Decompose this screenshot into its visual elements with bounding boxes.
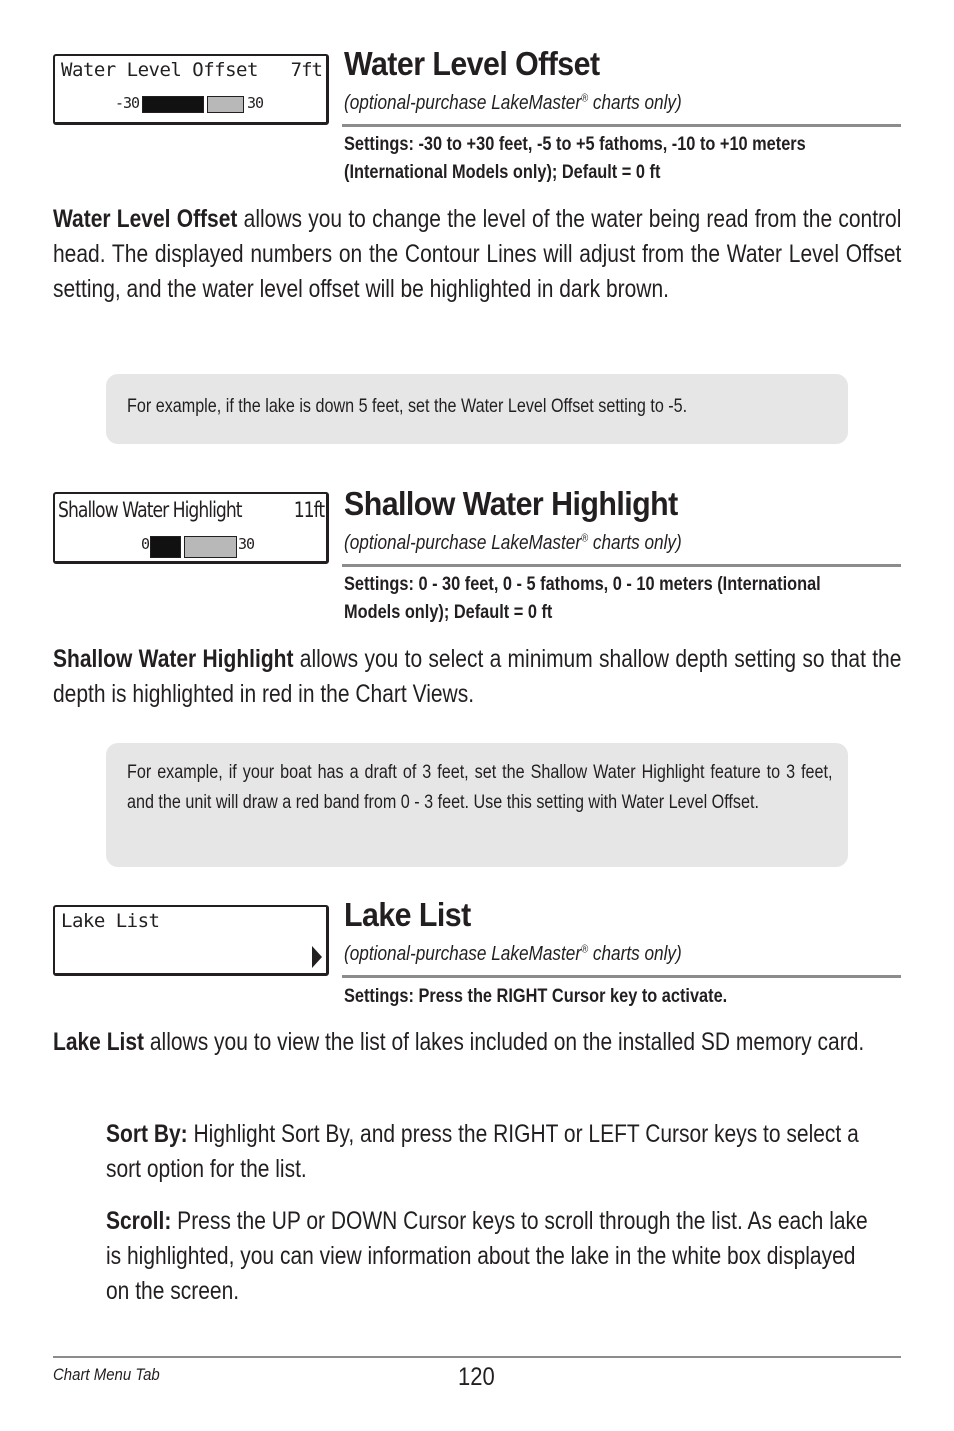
section-subtitle: (optional-purchase LakeMaster® charts only) bbox=[344, 92, 682, 114]
right-arrow-icon[interactable] bbox=[311, 945, 323, 969]
slider-min-label: 0 bbox=[141, 535, 150, 553]
slider-fill bbox=[151, 537, 182, 557]
water-level-slider[interactable] bbox=[142, 96, 244, 113]
menu-title: Lake List bbox=[61, 910, 160, 932]
menu-value: 7ft bbox=[290, 59, 322, 81]
section-rule bbox=[342, 124, 901, 127]
menu-value: 11ft bbox=[293, 498, 324, 522]
section-title: Water Level Offset bbox=[344, 45, 600, 82]
section-rule bbox=[342, 975, 901, 978]
description-paragraph: Lake List allows you to view the list of lakes included on the installed SD memory card. bbox=[53, 1028, 865, 1056]
slider-thumb[interactable] bbox=[180, 536, 185, 558]
section-rule bbox=[342, 564, 901, 567]
menu-title: Shallow Water Highlight bbox=[58, 498, 242, 522]
settings-text: Settings: -30 to +30 feet, -5 to +5 fathoms, -10 to +10 meters (International Models only); Default = 0 ft bbox=[344, 134, 806, 183]
note-text: For example, if the lake is down 5 feet, set the Water Level Offset setting to -5. bbox=[127, 396, 688, 417]
slider-fill bbox=[143, 97, 205, 112]
shallow-water-highlight-menu[interactable] bbox=[53, 492, 329, 564]
shallow-water-slider[interactable] bbox=[150, 536, 237, 558]
section-subtitle: (optional-purchase LakeMaster® charts only) bbox=[344, 532, 682, 554]
slider-min-label: -30 bbox=[115, 94, 140, 112]
page-number: 120 bbox=[458, 1363, 495, 1391]
footer-section-name: Chart Menu Tab bbox=[53, 1365, 160, 1384]
settings-text: Settings: 0 - 30 feet, 0 - 5 fathoms, 0 - 10 meters (International Models only); Default = 0 ft bbox=[344, 574, 821, 623]
note-text: For example, if your boat has a draft of 3 feet, set the Shallow Water Highlight feature to 3 feet, and the unit will draw a red band from 0 - 3 feet. Use this setting with Water Level Offset. bbox=[127, 762, 833, 813]
description-paragraph: Shallow Water Highlight allows you to select a minimum shallow depth setting so that the depth is highlighted in red in the Chart Views. bbox=[53, 645, 902, 708]
slider-max-label: 30 bbox=[247, 94, 264, 112]
slider-thumb[interactable] bbox=[203, 96, 208, 113]
footer-rule bbox=[53, 1356, 901, 1358]
menu-title: Water Level Offset bbox=[61, 59, 258, 81]
section-title: Lake List bbox=[344, 896, 471, 933]
slider-max-label: 30 bbox=[238, 535, 255, 553]
example-note bbox=[106, 374, 848, 444]
scroll-item: Scroll: Press the UP or DOWN Cursor keys to scroll through the list. As each lake is highlighted, you can view information about the lake in the white box displayed on the screen. bbox=[106, 1207, 868, 1305]
lake-list-menu[interactable] bbox=[53, 905, 329, 976]
section-subtitle: (optional-purchase LakeMaster® charts only) bbox=[344, 943, 682, 965]
description-paragraph: Water Level Offset allows you to change the level of the water being read from the control head. The displayed numbers on the Contour Lines will adjust from the Water Level Offset setting, and the water level offset will be highlighted in dark brown. bbox=[53, 205, 902, 303]
settings-text: Settings: Press the RIGHT Cursor key to activate. bbox=[344, 986, 728, 1007]
section-title: Shallow Water Highlight bbox=[344, 485, 678, 522]
water-level-offset-menu[interactable] bbox=[53, 54, 329, 125]
sort-by-item: Sort By: Highlight Sort By, and press the RIGHT or LEFT Cursor keys to select a sort option for the list. bbox=[106, 1120, 859, 1183]
example-note bbox=[106, 743, 848, 867]
